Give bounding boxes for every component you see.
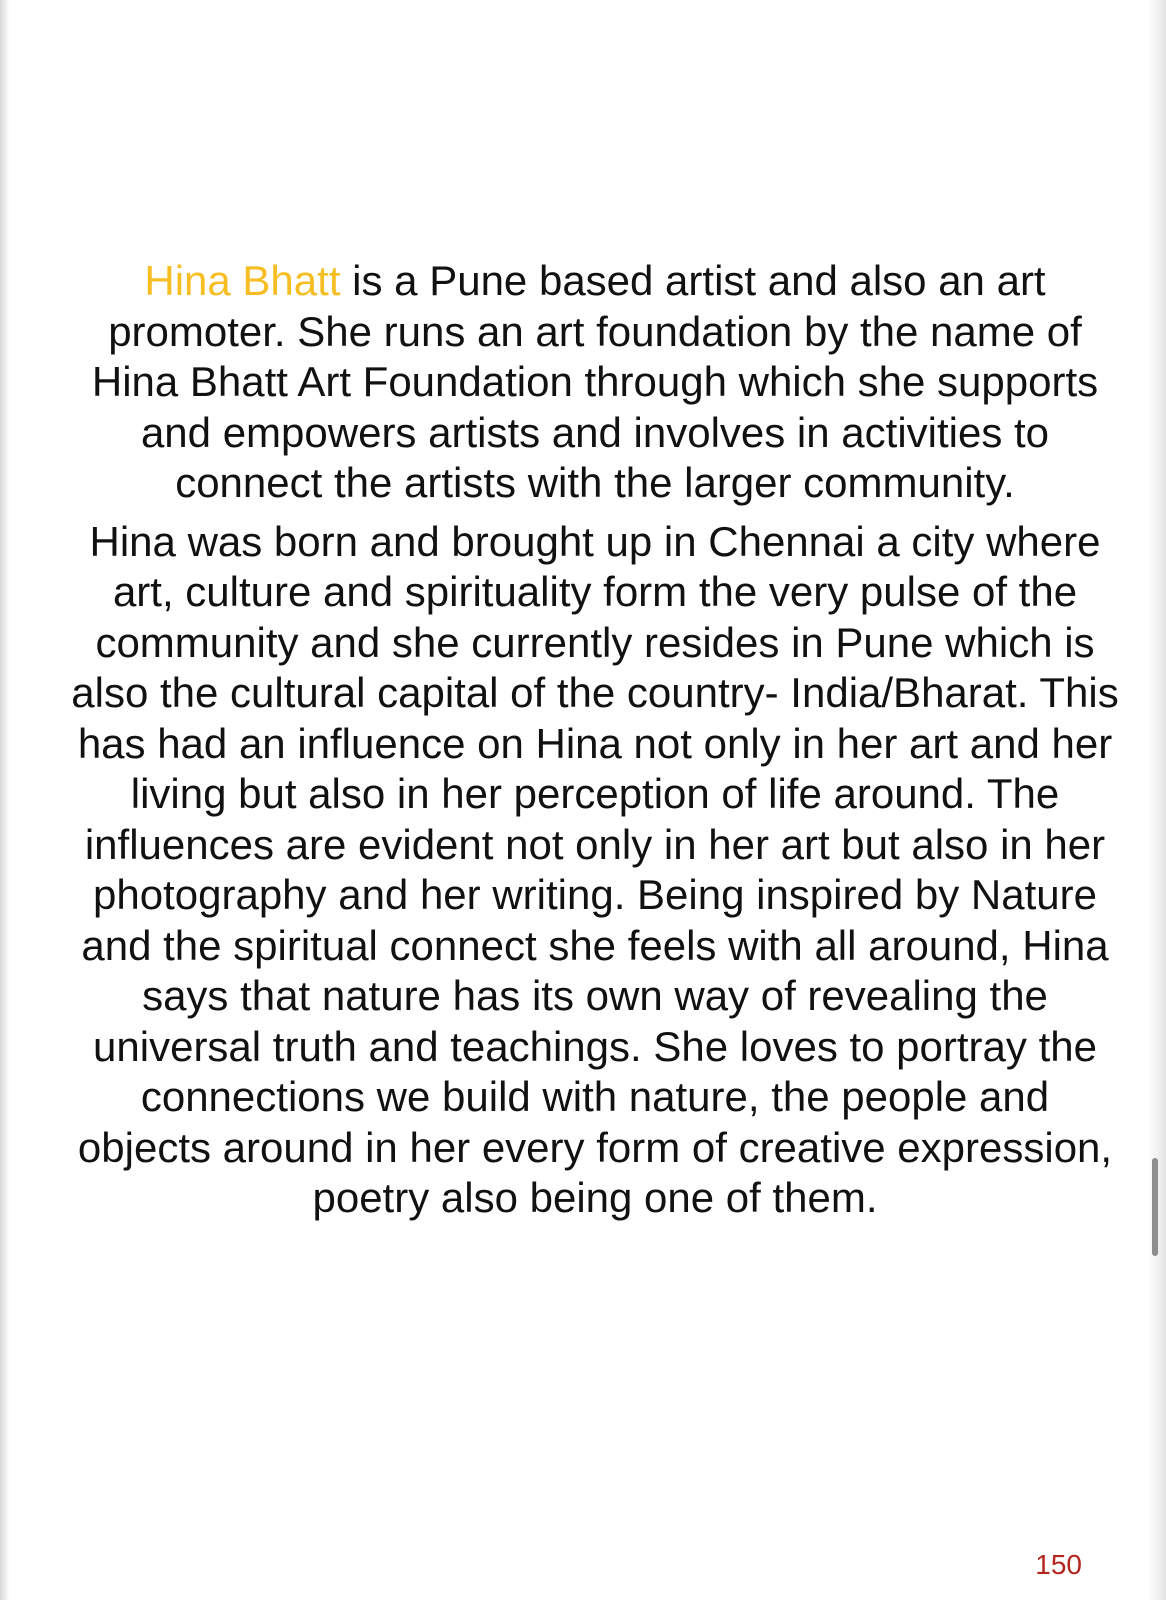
bio-paragraph-2: Hina was born and brought up in Chennai a city where art, culture and spirituality form the very pulse of the community and she currently resides in Pune which is also the cultural capital of the country- India/Bharat. This has had an influence on Hina not only in her art and her living but also in her perception of life around. The influences are evident not only in her art but also in her photography and her writing. Being inspired by Nature and the spiritual connect she feels with all around, Hina says that nature has its own way of revealing the universal truth and teachings. She loves to portray the connections we build with nature, the people and objects around in her every form of creative expression, poetry also being one of them.	[71, 517, 1119, 1221]
page-shadow-left	[0, 0, 10, 1600]
page-content	[70, 256, 1120, 1224]
page-shadow-right	[1148, 0, 1166, 1600]
artist-name-highlight: Hina Bhatt	[144, 257, 341, 304]
bio-paragraph-1	[70, 256, 1120, 509]
page-number: 150	[1035, 1549, 1082, 1580]
bio-paragraph-1-text: is a Pune based artist and also an art promoter. She runs an art foundation by the name of Hina Bhatt Art Foundation through which she supports and empowers artists and involves in activities to connect the artists with the larger community.	[91, 257, 1099, 506]
scrollbar-thumb[interactable]	[1152, 1158, 1158, 1256]
